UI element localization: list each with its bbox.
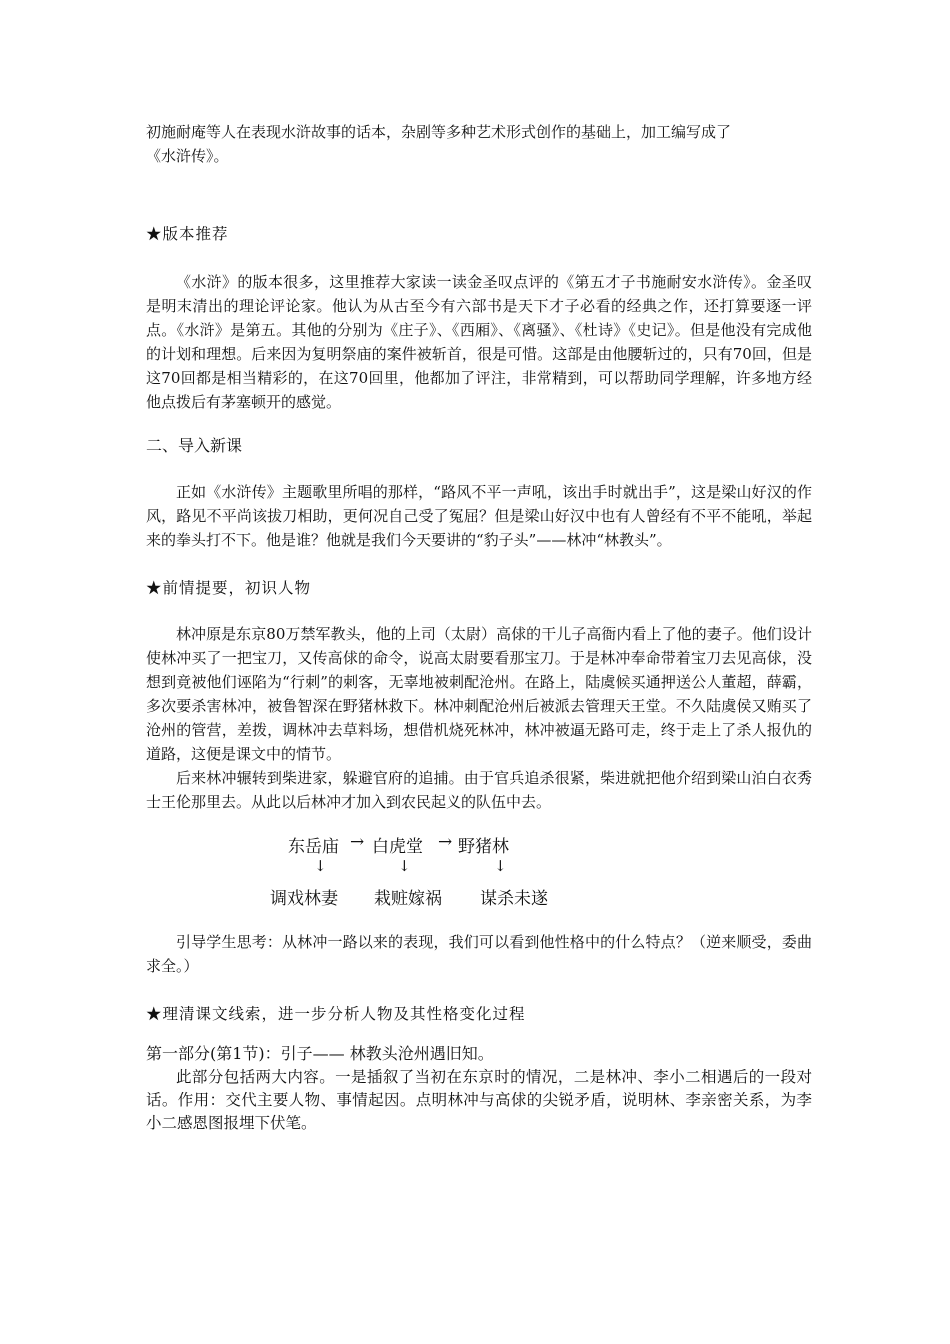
event-mousha: 谋杀未遂 (480, 889, 548, 909)
document-page (146, 120, 812, 1135)
arrow-right-2: → (438, 832, 453, 852)
place-baihu-hall: 白虎堂 (372, 837, 423, 857)
analysis-heading: ★理清课文线索，进一步分析人物及其性格变化过程 (146, 1005, 526, 1023)
version-heading: ★版本推荐 (146, 225, 229, 243)
part-1-title: 第一部分(第1节)：引子—— 林教头沧州遇旧知。 (146, 1044, 494, 1063)
background-paragraph-2: 后来林冲辗转到柴进家，躲避官府的追捕。由于官兵追杀很紧，柴进就把他介绍到梁山泊白衣秀士王伦那里去。从此以后林冲才加入到农民起义的队伍中去。 (146, 769, 812, 811)
arrow-down-3: ↓ (494, 857, 507, 875)
arrow-right-1: → (350, 832, 365, 852)
background-heading: ★前情提要，初识人物 (146, 579, 312, 597)
arrow-down-2: ↓ (398, 857, 411, 875)
event-zaizang: 栽赃嫁祸 (374, 889, 442, 909)
intro-line-2: 《水浒传》。 (146, 147, 229, 165)
version-paragraph: 《水浒》的版本很多，这里推荐大家读一读金圣叹点评的《第五才子书施耐安水浒传》。金圣叹是明末清出的理论评论家。他认为从古至今有六部书是天下才子必看的经典之作，还打算要逐一评点。《水浒》是第五。其他的分别为《庄子》、《西厢》、《离骚》、《杜诗》《史记》。但是他没有完成他的计划和理想。后来因为复明祭庙的案件被斩首，很是可惜。这部是由他腰斩过的，只有70回，但是这70回都是相当精彩的，在这70回里，他都加了评注，非常精到，可以帮助同学理解，许多地方经他点拨后有茅塞顿开的感觉。 (146, 273, 812, 411)
intro-line-1: 初施耐庵等人在表现水浒故事的话本，杂剧等多种艺术形式创作的基础上，加工编写成了 (146, 123, 732, 141)
event-tiaoxi: 调戏林妻 (270, 889, 338, 909)
section-2-paragraph: 正如《水浒传》主题歌里所唱的那样，“路风不平一声吼，该出手时就出手”，这是梁山好汉的作风，路见不平尚该拔刀相助，更何况自己受了冤屈？但是梁山好汉中也有人曾经有不平不能吼，举起来的拳头打不下。他是谁？他就是我们今天要讲的“豹子头”——林冲“林教头”。 (146, 483, 812, 549)
background-paragraph-1: 林冲原是东京80万禁军教头，他的上司（太尉）高俅的干儿子高衙内看上了他的妻子。他们设计使林冲买了一把宝刀，又传高俅的命令，说高太尉要看那宝刀。于是林冲奉命带着宝刀去见高俅，没想到竟被他们诬陷为“行刺”的刺客，无辜地被刺配沧州。在路上，陆虞候买通押送公人董超，薛霸，多次要杀害林冲，被鲁智深在野猪林救下。林冲刺配沧州后被派去管理天王堂。不久陆虞侯又贿买了沧州的管营，差拨，调林冲去草料场，想借机烧死林冲，林冲被逼无路可走，终于走上了杀人报仇的道路，这便是课文中的情节。 (146, 625, 812, 763)
place-yezhu-forest: 野猪林 (458, 837, 509, 857)
place-dongyue-temple: 东岳庙 (288, 837, 339, 857)
part-1-paragraph: 此部分包括两大内容。一是插叙了当初在东京时的情况，二是林冲、李小二相遇后的一段对话。作用：交代主要人物、事情起因。点明林冲与高俅的尖锐矛盾，说明林、李亲密关系，为李小二感恩图报埋下伏笔。 (146, 1068, 812, 1132)
plot-diagram (146, 832, 812, 922)
arrow-down-1: ↓ (314, 857, 327, 875)
section-2-title: 二、导入新课 (146, 436, 243, 455)
guide-paragraph: 引导学生思考：从林冲一路以来的表现，我们可以看到他性格中的什么特点？（逆来顺受，委曲求全。） (146, 933, 812, 975)
